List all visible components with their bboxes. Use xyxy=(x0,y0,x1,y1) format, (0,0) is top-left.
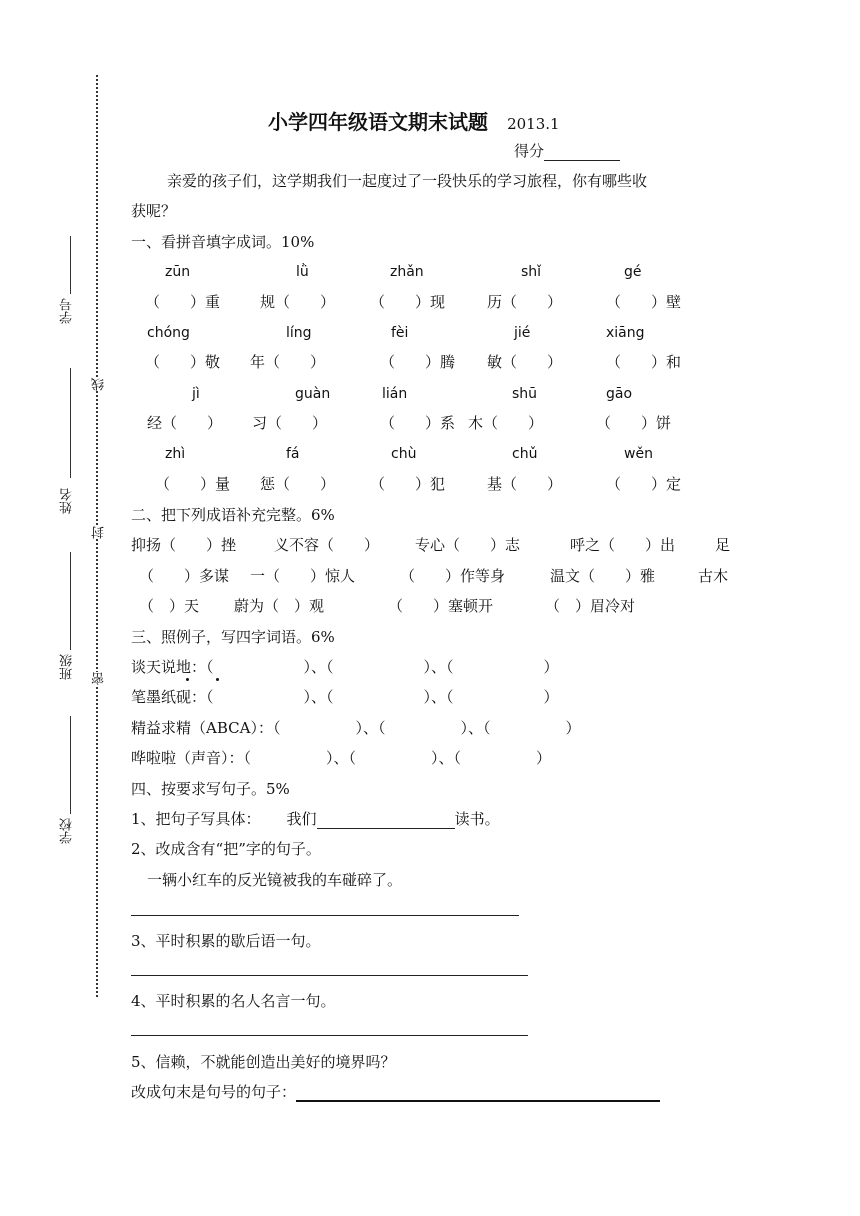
example-blanks[interactable]: （ ）、（ ）、（ ） xyxy=(206,688,559,706)
question-4-answer-line[interactable] xyxy=(131,1035,528,1036)
question-3: 3、平时积累的歇后语一句。 xyxy=(131,932,321,950)
section-1-title: 一、看拼音填字成词。10% xyxy=(131,233,315,251)
example-row xyxy=(131,748,551,768)
example-label: 笔墨纸砚： xyxy=(131,688,207,706)
question-2-sentence: 一辆小红车的反光镜被我的车碰碎了。 xyxy=(147,871,403,889)
example-blanks[interactable]: （ ）、（ ）、（ ） xyxy=(243,749,552,767)
word-blank[interactable]: （ ）和 xyxy=(606,353,682,371)
word-blank[interactable]: （ ）饼 xyxy=(596,414,672,432)
idiom-blank[interactable]: 义不容（ ） xyxy=(274,536,380,554)
word-blank[interactable]: 习（ ） xyxy=(252,414,328,432)
pinyin: jì xyxy=(192,386,200,402)
idiom-blank[interactable]: 温文（ ）雅 xyxy=(550,567,656,585)
class-label: 班级 xyxy=(60,654,75,680)
idiom-blank[interactable]: （ ）塞顿开 xyxy=(388,597,494,615)
intro-line-1: 亲爱的孩子们，这学期我们一起度过了一段快乐的学习旅程，你有哪些收 xyxy=(167,172,648,190)
pinyin: shū xyxy=(512,386,538,402)
word-blank[interactable]: （ ）现 xyxy=(370,293,446,311)
question-1-label: 1、把句子写具体： xyxy=(131,810,261,828)
question-3-answer-line[interactable] xyxy=(131,975,528,976)
pinyin: zhǎn xyxy=(390,264,424,280)
idiom-blank[interactable]: 古木 xyxy=(698,567,729,585)
pinyin: gé xyxy=(624,264,642,280)
word-blank[interactable]: 木（ ） xyxy=(468,414,544,432)
idiom-blank[interactable]: （ ）多谋 xyxy=(139,567,230,585)
question-5-row xyxy=(131,1082,660,1102)
question-1-prefix: 我们 xyxy=(286,810,317,828)
section-4-title: 四、按要求写句子。5% xyxy=(131,780,290,798)
name-field[interactable] xyxy=(70,368,71,478)
example-label: 精益求精（ABCA）： xyxy=(131,719,273,737)
idiom-blank[interactable]: （ ）作等身 xyxy=(400,567,506,585)
pinyin: chóng xyxy=(147,325,190,341)
school-field[interactable] xyxy=(70,716,71,814)
name-label: 姓名 xyxy=(60,488,75,514)
score-field[interactable] xyxy=(544,146,620,161)
page-header xyxy=(268,106,560,135)
question-2-answer-line[interactable] xyxy=(131,915,519,916)
word-blank[interactable]: （ ）重 xyxy=(145,293,221,311)
pinyin: fá xyxy=(286,446,300,462)
section-3-title: 三、照例子，写四字词语。6% xyxy=(131,628,335,646)
intro-line-2: 获呢？ xyxy=(131,202,177,220)
emphasis-dot xyxy=(186,678,189,681)
seal-seal-mark: 封 xyxy=(92,526,107,539)
idiom-blank[interactable]: （ ）天 xyxy=(139,597,200,615)
example-label: 谈天说地： xyxy=(131,658,207,676)
word-blank[interactable]: （ ）腾 xyxy=(380,353,456,371)
section-2-title: 二、把下列成语补充完整。6% xyxy=(131,506,335,524)
idiom-blank[interactable]: 一（ ）惊人 xyxy=(250,567,356,585)
class-field[interactable] xyxy=(70,552,71,650)
example-row xyxy=(131,657,559,677)
word-blank[interactable]: （ ）系 xyxy=(380,414,456,432)
example-row xyxy=(131,687,559,707)
word-blank[interactable]: 经（ ） xyxy=(147,414,223,432)
pinyin: gāo xyxy=(606,386,633,402)
school-label: 学校 xyxy=(60,818,75,844)
question-1-answer-field[interactable] xyxy=(317,814,455,829)
question-5-answer-field[interactable] xyxy=(296,1086,660,1102)
score-row xyxy=(514,141,620,161)
example-blanks[interactable]: （ ）、（ ）、（ ） xyxy=(206,658,559,676)
example-label: 哗啦啦（声音）： xyxy=(131,749,244,767)
word-blank[interactable]: 历（ ） xyxy=(487,293,563,311)
seal-line-mark: 线 xyxy=(92,378,107,391)
word-blank[interactable]: 基（ ） xyxy=(487,475,563,493)
page-title: 小学四年级语文期末试题 xyxy=(268,110,488,134)
idiom-blank[interactable]: （ ）眉冷对 xyxy=(545,597,636,615)
word-blank[interactable]: （ ）量 xyxy=(155,475,231,493)
pinyin: lián xyxy=(382,386,408,402)
pinyin: chǔ xyxy=(512,446,538,462)
student-id-field[interactable] xyxy=(70,236,71,294)
word-blank[interactable]: （ ）犯 xyxy=(370,475,446,493)
pinyin: fèi xyxy=(391,325,409,341)
question-4: 4、平时积累的名人名言一句。 xyxy=(131,992,336,1010)
example-row xyxy=(131,718,580,738)
word-blank[interactable]: （ ）壁 xyxy=(606,293,682,311)
idiom-blank[interactable]: 抑扬（ ）挫 xyxy=(131,536,237,554)
idiom-blank[interactable]: 足 xyxy=(715,536,731,554)
pinyin: wěn xyxy=(624,446,653,462)
pinyin: lǜ xyxy=(296,264,309,280)
idiom-blank[interactable]: 专心（ ）志 xyxy=(415,536,521,554)
question-5-label: 改成句末是句号的句子： xyxy=(131,1083,297,1101)
word-blank[interactable]: （ ）敬 xyxy=(145,353,221,371)
student-id-label: 学号 xyxy=(60,298,75,324)
example-blanks[interactable]: （ ）、（ ）、（ ） xyxy=(272,719,581,737)
word-blank[interactable]: （ ）定 xyxy=(606,475,682,493)
word-blank[interactable]: 敏（ ） xyxy=(487,353,563,371)
pinyin: zūn xyxy=(165,264,191,280)
seal-secret-mark: 密 xyxy=(92,672,107,685)
word-blank[interactable]: 年（ ） xyxy=(250,353,326,371)
idiom-blank[interactable]: 蔚为（ ）观 xyxy=(234,597,325,615)
pinyin: xiāng xyxy=(606,325,645,341)
score-label: 得分 xyxy=(514,142,545,160)
pinyin: jié xyxy=(514,325,531,341)
question-2: 2、改成含有“把”字的句子。 xyxy=(131,840,321,858)
question-1-suffix: 读书。 xyxy=(454,810,500,828)
pinyin: zhì xyxy=(165,446,186,462)
question-1 xyxy=(131,809,500,829)
exam-date: 2013.1 xyxy=(507,115,560,133)
pinyin: guàn xyxy=(295,386,331,402)
word-blank[interactable]: 规（ ） xyxy=(260,293,336,311)
pinyin: líng xyxy=(286,325,312,341)
pinyin: shǐ xyxy=(521,264,542,280)
idiom-blank[interactable]: 呼之（ ）出 xyxy=(570,536,676,554)
question-5: 5、信赖，不就能创造出美好的境界吗？ xyxy=(131,1053,396,1071)
pinyin: chù xyxy=(391,446,417,462)
word-blank[interactable]: 惩（ ） xyxy=(260,475,336,493)
emphasis-dot xyxy=(216,678,219,681)
